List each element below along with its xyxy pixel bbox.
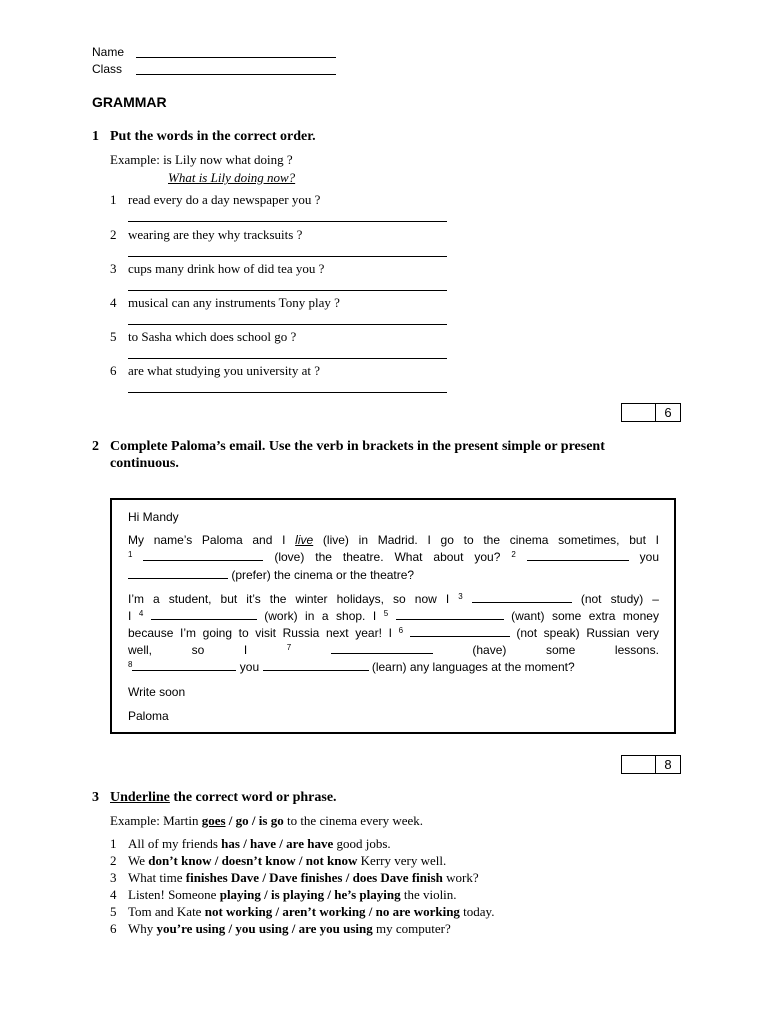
email-text: I’m a student, but it’s the winter holidays, so now I bbox=[128, 592, 450, 606]
ex1-item-number: 1 bbox=[110, 192, 117, 207]
ex2-score-box bbox=[621, 755, 681, 774]
email-text: (learn) any languages at the moment? bbox=[371, 660, 575, 674]
ex3-instruction-rest: the correct word or phrase. bbox=[173, 790, 337, 805]
ex1-instruction: Put the words in the correct order. bbox=[110, 129, 316, 144]
ex3-item-number: 4 bbox=[110, 887, 117, 902]
ex1-score-box bbox=[621, 403, 681, 422]
ex3-item-options[interactable]: finishes Dave / Dave finishes / does Dave finish bbox=[185, 870, 443, 885]
email-text: you bbox=[639, 550, 660, 564]
score-total: 6 bbox=[664, 405, 672, 420]
email-line bbox=[128, 533, 659, 547]
ex1-item-number: 6 bbox=[110, 363, 117, 378]
email-text: (not speak) Russian very bbox=[516, 626, 659, 640]
gap-number: 1 bbox=[128, 550, 133, 559]
ex2-instruction-line1: Complete Paloma’s email. Use the verb in brackets in the present simple or present bbox=[110, 439, 605, 454]
ex1-item-text: are what studying you university at ? bbox=[128, 363, 321, 378]
ex3-item-options[interactable]: has / have / are have bbox=[221, 836, 334, 851]
email-signoff: Write soon bbox=[128, 685, 186, 699]
ex3-item-post: good jobs. bbox=[336, 836, 391, 851]
gap-blank[interactable] bbox=[132, 660, 236, 671]
class-field[interactable] bbox=[92, 62, 336, 76]
gap-blank[interactable] bbox=[331, 643, 433, 654]
ex3-item-post: my computer? bbox=[376, 921, 451, 936]
email-line bbox=[128, 626, 659, 640]
email-text: (want) some extra money bbox=[511, 609, 659, 623]
email-text: lessons. bbox=[614, 643, 659, 657]
ex1-item-number: 4 bbox=[110, 295, 117, 310]
email-text: so bbox=[191, 643, 205, 657]
ex3-item-options[interactable]: not working / aren’t working / no are working bbox=[204, 904, 460, 919]
gap-blank[interactable] bbox=[396, 609, 504, 620]
ex3-number: 3 bbox=[92, 790, 99, 805]
ex3-example bbox=[110, 813, 423, 829]
gap-number: 4 bbox=[138, 609, 144, 618]
class-label: Class bbox=[92, 62, 123, 76]
ex1-item-text: wearing are they why tracksuits ? bbox=[128, 227, 303, 242]
ex3-item-number: 2 bbox=[110, 853, 117, 868]
gap-number: 6 bbox=[398, 626, 404, 635]
email-text: (work) in a shop. I bbox=[264, 609, 377, 623]
ex3-instruction-underline: Underline bbox=[110, 790, 170, 805]
gap-number: 8 bbox=[128, 660, 133, 669]
answer-line[interactable] bbox=[128, 358, 447, 359]
answer-line[interactable] bbox=[128, 221, 447, 222]
email-line bbox=[128, 609, 659, 623]
email-text: (live) in Madrid. I go to the cinema sometimes, but I bbox=[322, 533, 659, 547]
email-text: (love) the theatre. What about you? bbox=[274, 550, 501, 564]
name-label: Name bbox=[92, 45, 125, 59]
email-text: because I’m going to visit Russia next year! I bbox=[128, 626, 392, 640]
section-title: GRAMMAR bbox=[92, 94, 167, 110]
ex1-example-prompt: Example: is Lily now what doing ? bbox=[110, 152, 293, 167]
ex3-item bbox=[128, 904, 494, 920]
ex3-item bbox=[128, 836, 391, 852]
gap-number: 7 bbox=[286, 643, 292, 652]
ex3-item bbox=[128, 870, 479, 886]
gap-blank[interactable] bbox=[151, 609, 257, 620]
class-line[interactable] bbox=[136, 74, 336, 75]
score-blank[interactable] bbox=[622, 404, 656, 421]
ex3-item-pre: Listen! Someone bbox=[128, 887, 217, 902]
email-line bbox=[128, 592, 659, 606]
ex3-item-options[interactable]: don’t know / doesn’t know / not know bbox=[148, 853, 358, 868]
email-signature: Paloma bbox=[128, 709, 169, 723]
name-field[interactable] bbox=[92, 45, 336, 59]
gap-blank[interactable] bbox=[263, 660, 369, 671]
email-text: some bbox=[545, 643, 576, 657]
email-text: I bbox=[128, 609, 132, 623]
ex3-item-number: 5 bbox=[110, 904, 117, 919]
ex3-item-post: today. bbox=[463, 904, 495, 919]
ex1-example-answer: What is Lily doing now? bbox=[168, 170, 296, 185]
email-text: (not study) – bbox=[580, 592, 659, 606]
email-greeting: Hi Mandy bbox=[128, 510, 179, 524]
email-text: (have) bbox=[472, 643, 507, 657]
email-text: well, bbox=[128, 643, 153, 657]
score-total: 8 bbox=[664, 757, 672, 772]
ex3-item-pre: What time bbox=[128, 870, 183, 885]
ex3-example-pre: Example: Martin bbox=[110, 813, 199, 828]
email-line bbox=[128, 660, 659, 674]
gap-number: 3 bbox=[458, 592, 463, 601]
ex3-item-number: 1 bbox=[110, 836, 117, 851]
ex1-item-text: read every do a day newspaper you ? bbox=[128, 192, 321, 207]
email-text: (prefer) the cinema or the theatre? bbox=[231, 568, 415, 582]
ex3-example-post: to the cinema every week. bbox=[286, 813, 424, 828]
email-line bbox=[128, 550, 659, 564]
ex3-item bbox=[128, 887, 457, 903]
ex1-item-text: to Sasha which does school go ? bbox=[128, 329, 297, 344]
ex2-instruction-line2: continuous. bbox=[110, 456, 179, 471]
ex1-item-text: musical can any instruments Tony play ? bbox=[128, 295, 340, 310]
ex3-example-answer: goes bbox=[201, 813, 226, 828]
gap-blank[interactable] bbox=[527, 550, 629, 561]
answer-line[interactable] bbox=[128, 256, 447, 257]
ex3-item-options[interactable]: you’re using / you using / are you using bbox=[156, 921, 373, 936]
ex3-item-post: work? bbox=[446, 870, 479, 885]
ex3-item-number: 6 bbox=[110, 921, 117, 936]
ex3-item-pre: We bbox=[128, 853, 145, 868]
email-line bbox=[128, 568, 659, 582]
email-example-answer: live bbox=[295, 533, 314, 547]
ex3-item-pre: Tom and Kate bbox=[128, 904, 202, 919]
ex3-item-post: Kerry very well. bbox=[360, 853, 447, 868]
gap-blank[interactable] bbox=[472, 592, 572, 603]
gap-blank[interactable] bbox=[128, 568, 228, 579]
gap-blank[interactable] bbox=[410, 626, 510, 637]
ex3-item-pre: All of my friends bbox=[128, 836, 218, 851]
ex3-instruction bbox=[110, 790, 337, 806]
ex3-item-number: 3 bbox=[110, 870, 117, 885]
email-text: My name’s Paloma and I bbox=[128, 533, 286, 547]
ex1-item-number: 2 bbox=[110, 227, 117, 242]
ex1-item-number: 3 bbox=[110, 261, 117, 276]
ex3-item-post: the violin. bbox=[403, 887, 457, 902]
gap-blank[interactable] bbox=[143, 550, 263, 561]
answer-line[interactable] bbox=[128, 324, 447, 325]
ex3-example-options: / go / is go bbox=[228, 813, 284, 828]
name-line[interactable] bbox=[136, 57, 336, 58]
ex1-number: 1 bbox=[92, 129, 99, 144]
ex1-item-text: cups many drink how of did tea you ? bbox=[128, 261, 325, 276]
ex3-item-options[interactable]: playing / is playing / he’s playing bbox=[219, 887, 401, 902]
ex3-item bbox=[128, 853, 446, 869]
ex2-number: 2 bbox=[92, 439, 99, 454]
answer-line[interactable] bbox=[128, 290, 447, 291]
score-blank[interactable] bbox=[622, 756, 656, 773]
ex1-item-number: 5 bbox=[110, 329, 117, 344]
ex3-item-pre: Why bbox=[128, 921, 154, 936]
gap-number: 5 bbox=[383, 609, 389, 618]
email-text: you bbox=[239, 660, 260, 674]
answer-line[interactable] bbox=[128, 392, 447, 393]
email-line bbox=[128, 643, 659, 657]
email-text: I bbox=[243, 643, 248, 657]
gap-number: 2 bbox=[511, 550, 516, 559]
ex3-item bbox=[128, 921, 451, 937]
